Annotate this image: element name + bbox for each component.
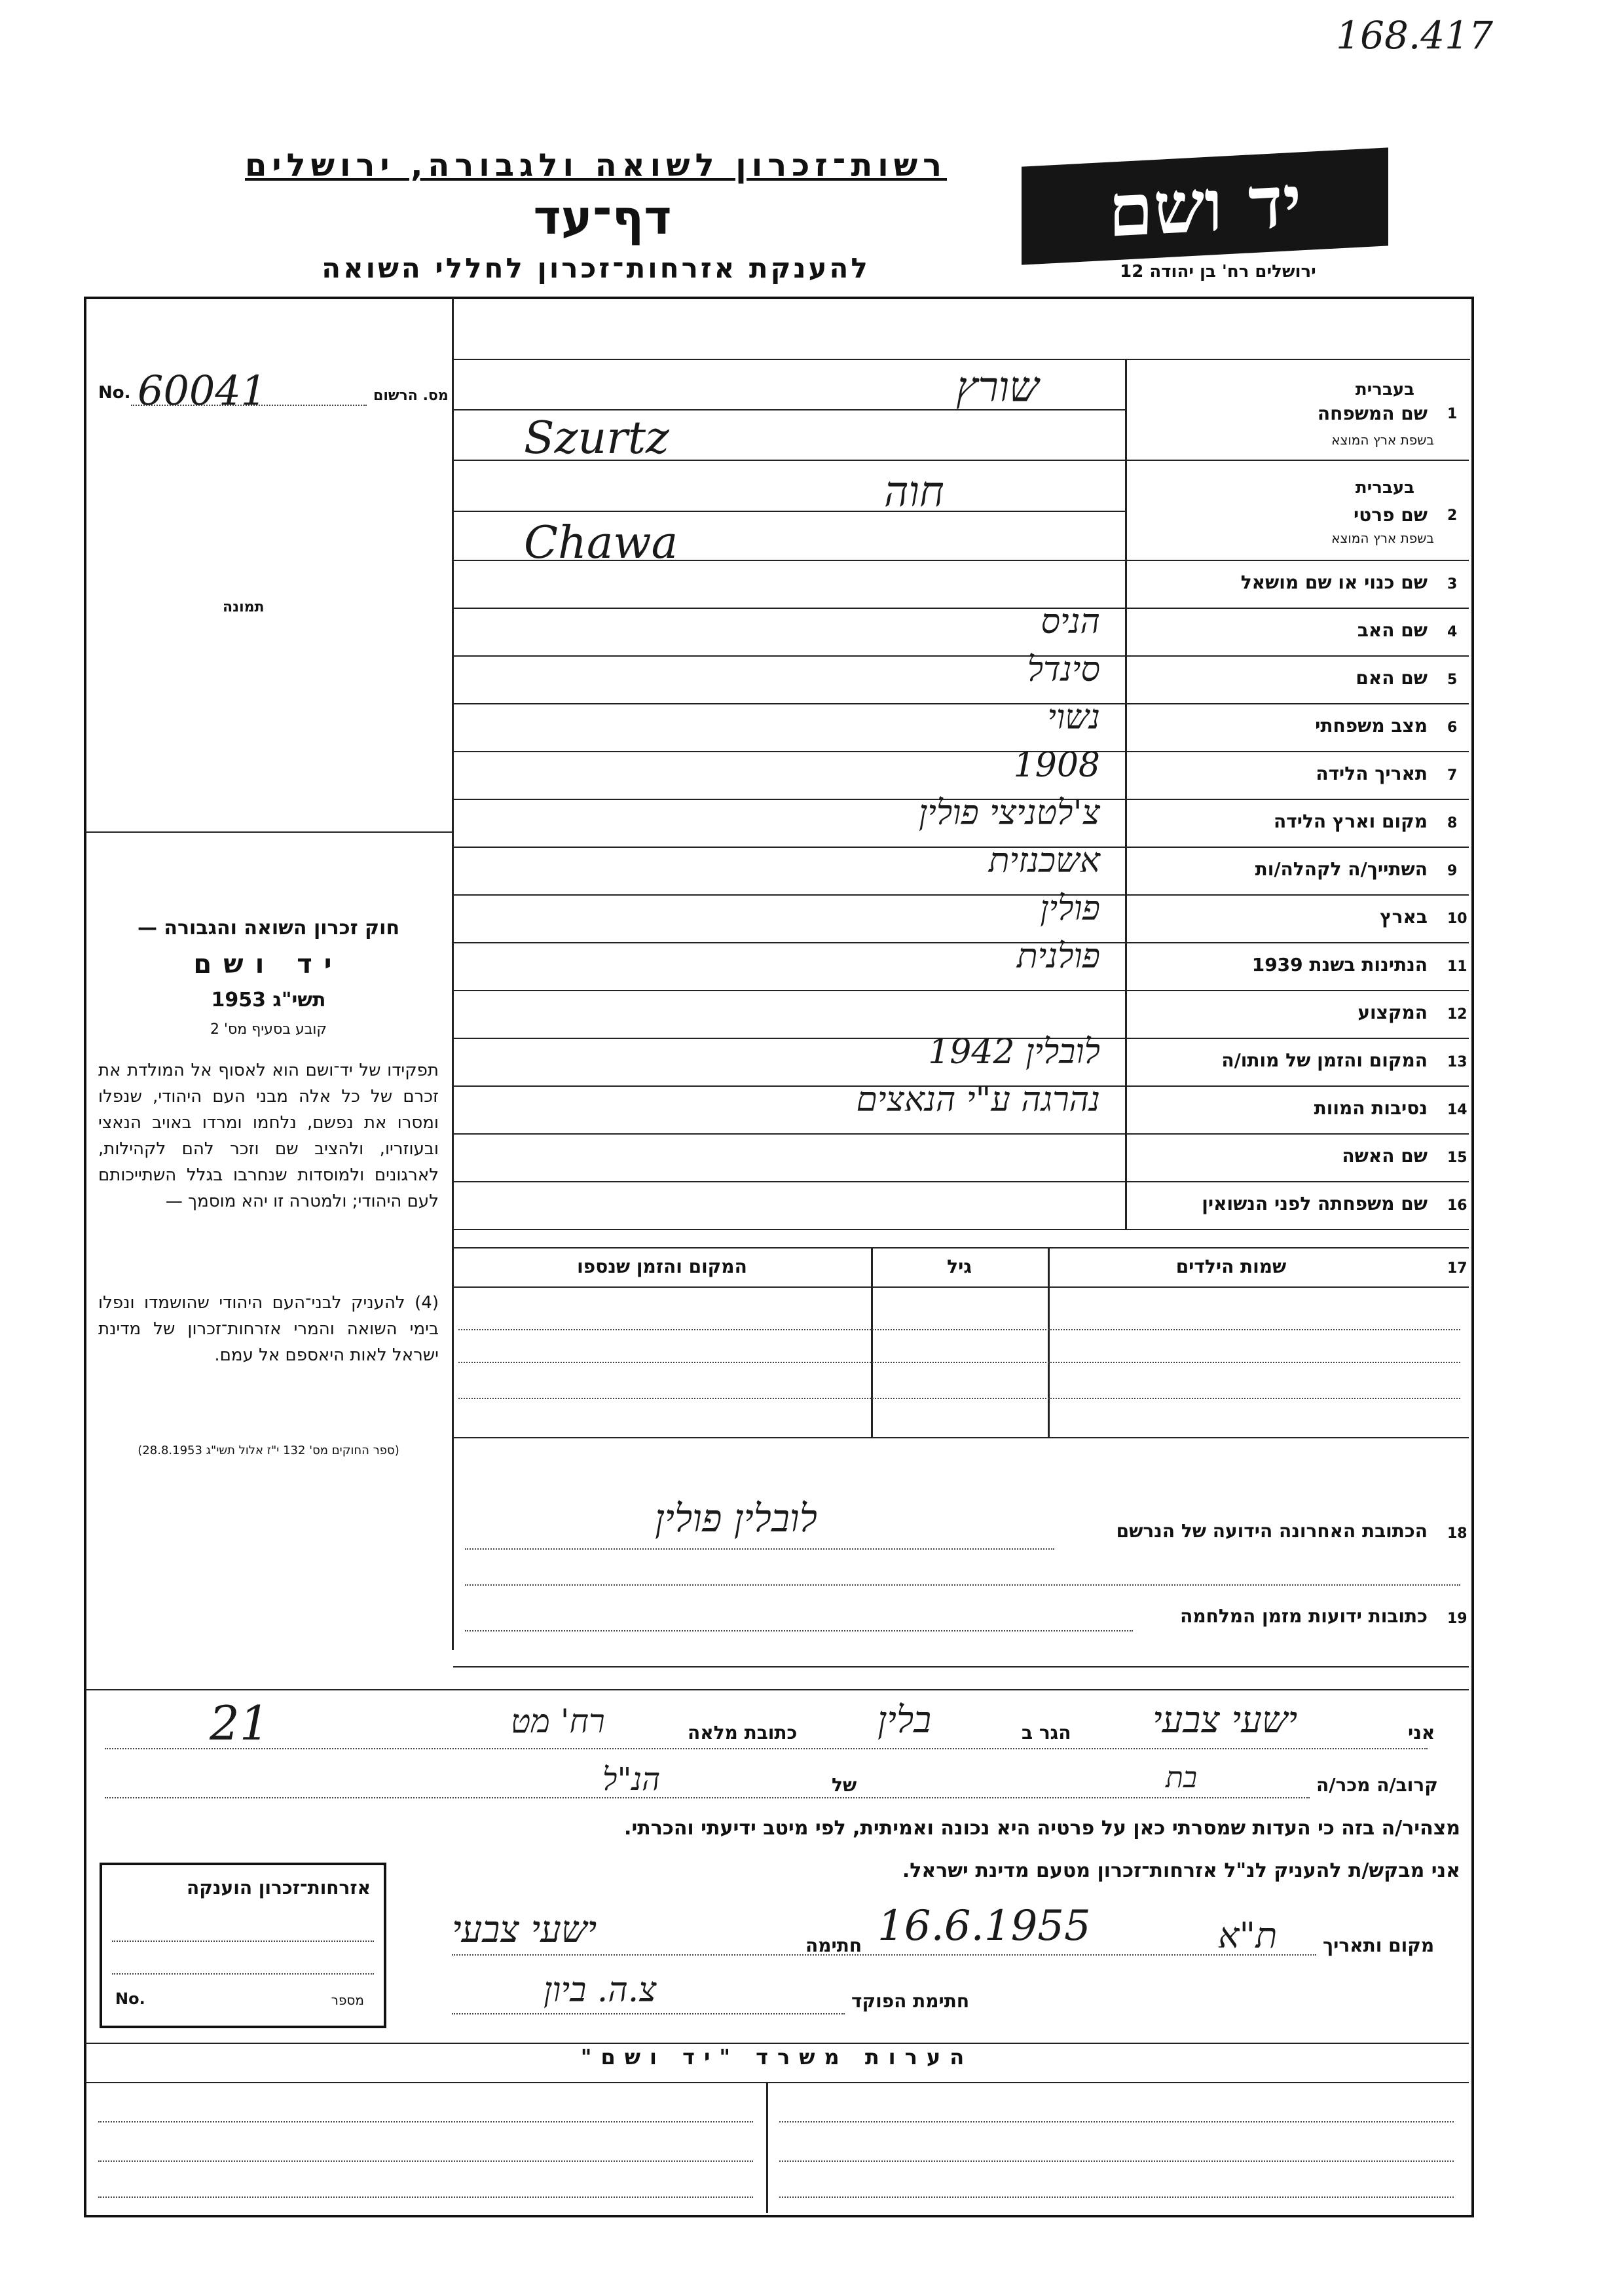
field-label: שם המשפחה xyxy=(1317,403,1428,424)
row-divider xyxy=(453,1133,1469,1135)
field-value: הניס xyxy=(1041,602,1100,642)
law-body: תפקידו של יד־ושם הוא לאסוף אל המולדת את זכרם של כל אלה מבני העם היהודי, שנפלו ומסרו את נפשם, נלחמו ומרדו באויב הנאצי ובעוזריו, ולהציב שם וזכר להם לקהילות, לארגונים ולמוסדות שנחרבו בגלל השתייכותם לעם היהודי; ולמטרה זו יהא מוסמך — xyxy=(98,1061,439,1211)
field-label: שם האם xyxy=(1356,667,1428,689)
field-value: פולין xyxy=(1040,889,1100,928)
last-address-dotline-2 xyxy=(465,1584,1460,1586)
declarant-city: בלין xyxy=(877,1699,932,1741)
last-address-label: הכתובת האחרונה הידועה של הנרשם xyxy=(1116,1520,1428,1542)
law-title: חוק זכרון השואה והגבורה — xyxy=(137,917,400,939)
field-number: 11 xyxy=(1447,958,1467,975)
field-number: 13 xyxy=(1447,1054,1467,1070)
field-label: מצב משפחתי xyxy=(1315,715,1428,737)
field-number: 14 xyxy=(1447,1102,1467,1118)
citizenship-box-no: No. xyxy=(115,1990,145,2008)
officer-signature: צ.ה. ביון xyxy=(544,1971,657,2010)
notes-dotline xyxy=(98,2196,753,2198)
photo-label: תמונה xyxy=(223,599,265,615)
children-age-header: גיל xyxy=(947,1256,972,1277)
row-divider xyxy=(453,990,1469,991)
field-number: 17 xyxy=(1447,1260,1467,1277)
field-value: לובלין 1942 xyxy=(928,1032,1100,1072)
field-value: 1908 xyxy=(1013,746,1100,785)
lang-hebrew: בעברית xyxy=(1355,380,1414,399)
children-names-header: שמות הילדים xyxy=(1175,1256,1287,1277)
declaration-line-2: אני מבקש/ת להעניק לנ"ל אזרחות־זכרון מטעם מדינת ישראל. xyxy=(902,1859,1460,1882)
place-value: ת"א xyxy=(1218,1915,1278,1956)
field-label: המקום והזמן של מותו/ה xyxy=(1221,1049,1428,1071)
law-year: תשי"ג 1953 xyxy=(211,989,326,1011)
left-column-divider xyxy=(452,298,454,1247)
residing-label: הגר ב xyxy=(1022,1722,1071,1743)
registration-number: 60041 xyxy=(138,367,267,414)
relation-value: בת xyxy=(1166,1761,1198,1795)
officer-dotline xyxy=(452,2013,845,2014)
field-label: השתייך/ה לקהלה/ות xyxy=(1255,858,1428,880)
field-value: אשכנזית xyxy=(988,841,1100,881)
declaration-top xyxy=(85,1689,1469,1690)
field-number: 1 xyxy=(1447,406,1458,422)
field-label: הנתינות בשנת 1939 xyxy=(1251,954,1428,975)
field-label: שם האב xyxy=(1357,619,1428,641)
wartime-address-dotline xyxy=(465,1630,1133,1631)
field-number: 18 xyxy=(1447,1525,1467,1542)
law-clause: קובע בסעיף מס' 2 xyxy=(210,1021,327,1038)
top-rule xyxy=(452,359,1470,360)
field-number: 4 xyxy=(1447,624,1458,640)
children-place-header: המקום והזמן שנספו xyxy=(577,1256,747,1277)
declaration-line-1: מצהיר/ה בזה כי העדות שמסרתי כאן על פרטיה היא נכונה ואמיתית, לפי מיטב ידיעתי והכרתי. xyxy=(624,1817,1460,1840)
row-2-mid xyxy=(453,511,1125,512)
field-label: המקצוע xyxy=(1357,1002,1428,1023)
citizenship-box-title: אזרחות־זכרון הוענקה xyxy=(187,1877,371,1899)
place-date-dotline xyxy=(452,1954,1316,1956)
field-number: 10 xyxy=(1447,911,1467,927)
field-number: 6 xyxy=(1447,720,1458,736)
declaration-dotline xyxy=(105,1748,1428,1749)
field-number: 15 xyxy=(1447,1150,1467,1166)
field-label: נסיבות המוות xyxy=(1314,1097,1428,1119)
children-row xyxy=(458,1329,1460,1330)
field-number: 2 xyxy=(1447,507,1458,524)
children-top xyxy=(453,1247,1469,1248)
last-address-dotline xyxy=(465,1548,1054,1550)
photo-box-bottom xyxy=(85,831,452,833)
of-name-value: הנ"ל xyxy=(602,1761,661,1798)
children-header-bottom xyxy=(453,1286,1469,1288)
children-bottom xyxy=(453,1437,1469,1438)
lang-origin: בשפת ארץ המוצא xyxy=(1331,530,1434,546)
left-column-lower-divider xyxy=(452,1247,454,1650)
row-divider xyxy=(453,1181,1469,1182)
field-label: מקום וארץ הלידה xyxy=(1274,811,1428,832)
field-number: 16 xyxy=(1447,1197,1467,1214)
field-label: שם כנוי או שם מושאל xyxy=(1240,572,1428,593)
officer-signature-label: חתימת הפוקד xyxy=(851,1990,970,2012)
field-value: נשוי xyxy=(1047,698,1100,737)
law-body-clause-4: (4) להעניק לבני־העם היהודי שהושמדו ונפלו בימי השואה והמרי אזרחות־זכרון של מדינת ישראל לאות היאספם אל עמם. xyxy=(98,1293,439,1365)
notes-dotline xyxy=(98,2121,753,2123)
yad-vashem-logo xyxy=(1022,147,1388,264)
page-subtitle: להענקת אזרחות־זכרון לחללי השואה xyxy=(322,252,870,284)
notes-dotline xyxy=(98,2160,753,2162)
field-number: 19 xyxy=(1447,1611,1467,1627)
row-divider xyxy=(453,1229,1469,1230)
field-label: שם האשה xyxy=(1342,1145,1428,1167)
registration-dotline xyxy=(131,405,367,406)
page-title: דף־עד xyxy=(533,190,672,245)
field-value: צ'לטניצי פולין xyxy=(919,793,1100,833)
of-label: של xyxy=(832,1774,857,1796)
field-number: 12 xyxy=(1447,1006,1467,1023)
section-bottom xyxy=(453,1666,1469,1667)
wartime-address-label: כתובות ידועות מזמן המלחמה xyxy=(1180,1605,1428,1627)
first-name-origin: Chawa xyxy=(524,517,678,569)
relative-label: קרוב/ה מכר/ה xyxy=(1316,1774,1438,1796)
full-address-label: כתובת מלאה xyxy=(688,1722,798,1743)
signature-label: חתימה xyxy=(805,1935,862,1956)
children-row xyxy=(458,1362,1460,1363)
field-number: 7 xyxy=(1447,767,1458,784)
relative-dotline xyxy=(105,1797,1310,1798)
registration-label: מס. הרשום xyxy=(373,388,449,404)
registration-no-prefix: No. xyxy=(98,383,131,403)
office-notes-title: הערות משרד "יד ושם" xyxy=(580,2045,974,2069)
notes-dotline xyxy=(779,2196,1454,2198)
field-number: 5 xyxy=(1447,672,1458,688)
declarant-name: ישעי צבעי xyxy=(1153,1699,1298,1741)
logo-text: יד ושם xyxy=(1108,158,1302,253)
notes-dotline xyxy=(779,2121,1454,2123)
field-value: סינדל xyxy=(1027,650,1100,689)
law-source: (ספר החוקים מס' 132 י"ז אלול תשי"ג 28.8.1953) xyxy=(138,1444,399,1457)
notes-divider xyxy=(766,2082,768,2213)
date-value: 16.6.1955 xyxy=(877,1902,1091,1950)
citizenship-box xyxy=(100,1863,386,2028)
label-column-divider xyxy=(1125,359,1127,1230)
field-label: בארץ xyxy=(1380,906,1428,928)
citizenship-box-dotline xyxy=(112,1973,374,1975)
declarant-signature: ישעי צבעי xyxy=(452,1908,597,1951)
lang-hebrew: בעברית xyxy=(1355,478,1414,498)
declaration-ani: אני xyxy=(1408,1722,1435,1743)
declarant-street: רח' מט xyxy=(511,1702,605,1740)
law-name: יד ושם xyxy=(193,949,344,979)
notes-header-bottom xyxy=(85,2082,1469,2083)
field-number: 3 xyxy=(1447,576,1458,592)
notes-dotline xyxy=(779,2160,1454,2162)
archive-number: 168.417 xyxy=(1336,13,1493,58)
field-number: 8 xyxy=(1447,815,1458,831)
citizenship-box-number-label: מספר xyxy=(331,1992,364,2008)
address: ירושלים רח' בן יהודה 12 xyxy=(1120,262,1316,282)
field-number: 9 xyxy=(1447,863,1458,879)
field-value: פולנית xyxy=(1016,937,1100,976)
place-date-label: מקום ותאריך xyxy=(1323,1935,1435,1956)
lang-origin: בשפת ארץ המוצא xyxy=(1331,432,1434,448)
children-row xyxy=(458,1398,1460,1399)
field-label: שם פרטי xyxy=(1353,504,1428,526)
first-name-hebrew: חוה xyxy=(884,468,944,517)
field-label: תאריך הלידה xyxy=(1316,763,1428,784)
field-value: נהרגה ע"י הנאצים xyxy=(856,1080,1100,1120)
family-name-hebrew: שורץ xyxy=(956,363,1039,412)
org-line: רשות־זכרון לשואה ולגבורה, ירושלים xyxy=(244,147,948,184)
declarant-house: 21 xyxy=(210,1696,270,1751)
citizenship-box-dotline xyxy=(112,1941,374,1942)
last-address-value: לובלין פולין xyxy=(655,1496,817,1540)
field-label: שם משפחתה לפני הנשואין xyxy=(1202,1193,1428,1214)
notes-top xyxy=(85,2043,1469,2044)
family-name-origin: Szurtz xyxy=(524,412,669,464)
